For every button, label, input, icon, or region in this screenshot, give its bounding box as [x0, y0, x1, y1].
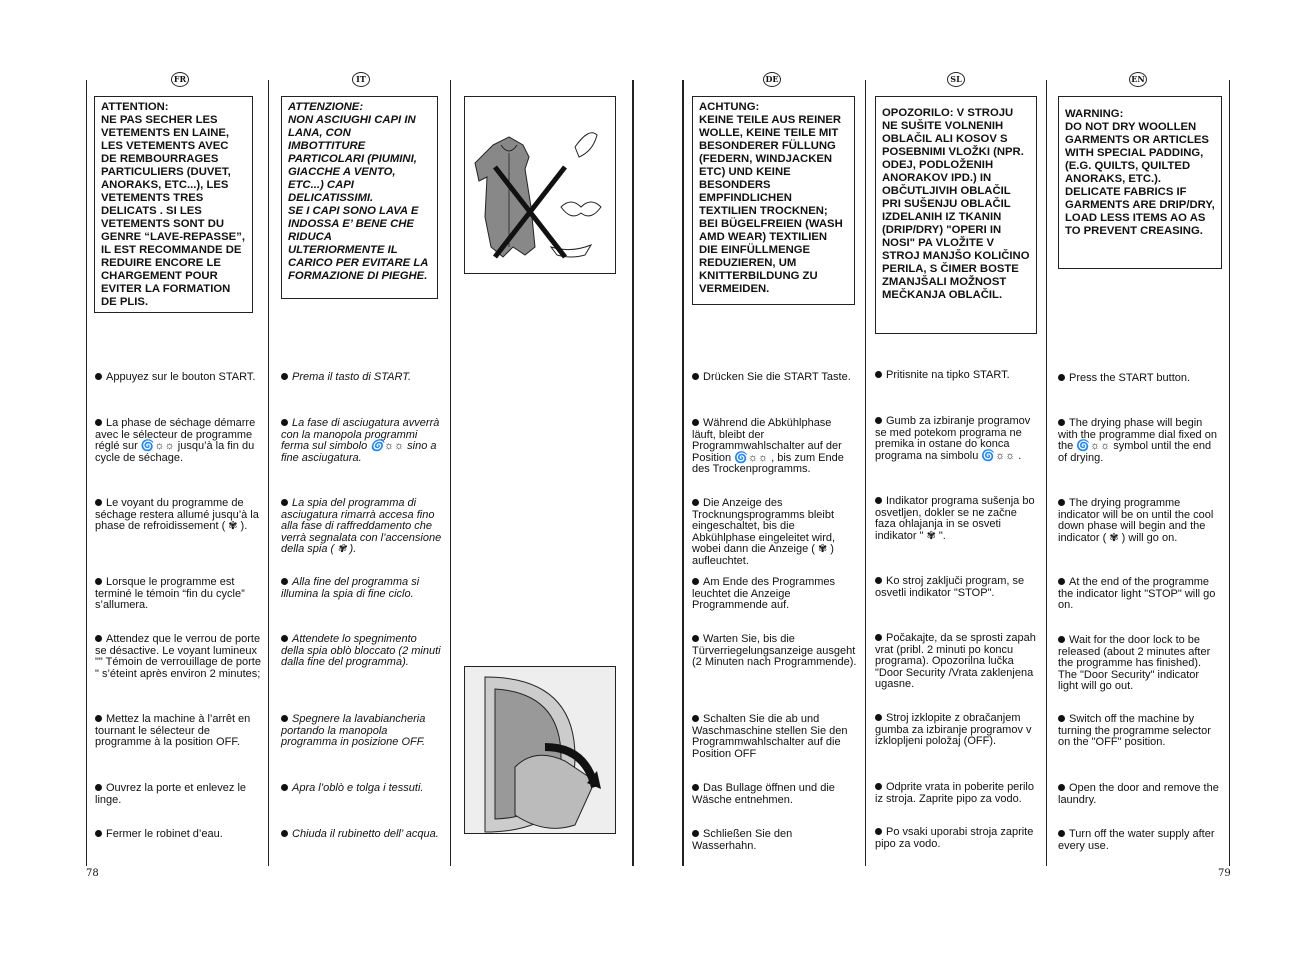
- column-rule: [1046, 80, 1047, 866]
- step-text: Le voyant du programme de séchage restera allumé jusqu’à la phase de refroidissement ( ✾ ).: [95, 497, 259, 533]
- bullet-icon: [1058, 578, 1065, 585]
- lang-flag-sl: SL: [947, 72, 965, 87]
- step-sl-2: [875, 416, 1039, 462]
- bullet-icon: [95, 499, 102, 506]
- step-text: La fase di asciugatura avverrà con la manopola programmi ferma sul simbolo 🌀☼☼ sino a fine asciugatura.: [281, 417, 440, 464]
- step-sl-3: [875, 496, 1039, 542]
- bullet-icon: [692, 373, 699, 380]
- step-text: The drying programme indicator will be on until the cool down phase will begin and the indicator ( ✾ ) will go on.: [1058, 497, 1214, 544]
- step-it-2: [281, 418, 443, 464]
- bullet-icon: [1058, 419, 1065, 426]
- bullet-icon: [692, 784, 699, 791]
- bullet-icon: [875, 417, 882, 424]
- step-text: Schalten Sie die ab und Waschmaschine stellen Sie den Programmwahlschalter auf die Position OFF: [692, 713, 848, 760]
- bullet-icon: [692, 419, 699, 426]
- step-it-3: [281, 498, 443, 556]
- bullet-icon: [281, 635, 288, 642]
- step-text: Gumb za izbiranje programov se med potekom programa ne premika in ostane do konca programa na simbolu 🌀☼☼ .: [875, 415, 1031, 462]
- bullet-icon: [692, 715, 699, 722]
- page-gutter-rule: [682, 80, 684, 866]
- warning-box-sl: [875, 96, 1037, 334]
- warning-text: OPOZORILO: V STROJU NE SUŠITE VOLNENIH OBLAČIL ALI KOSOV S POSEBNIMI VLOŽKI (NPR. ODEJ, PODLOŽENIH ANORAKOV IPD.) IN OBČUTLJIVIH OBLAČIL PRI SUŠENJU OBLAČIL IZDELANIH IZ TKANIN (DRIP/DRY) "OPERI IN NOSI" PA VLOŽITE V STROJ MANJŠO KOLIČINO PERILA, S ČIMER BOSTE ZMANJŠALI MOŽNOST MEČKANJA OBLAČIL.: [882, 107, 1030, 301]
- step-en-1: [1058, 373, 1222, 385]
- step-text: Das Bullage öffnen und die Wäsche entnehmen.: [692, 782, 835, 806]
- warning-box-de: [692, 96, 855, 305]
- step-text: Die Anzeige des Trocknungsprogramms bleibt eingeschaltet, bis die Abkühlphase eingeleitet wird, wobei dann die Anzeige ( ✾ ) aufleuchtet.: [692, 497, 836, 567]
- bullet-icon: [1058, 499, 1065, 506]
- step-text: Drücken Sie die START Taste.: [703, 371, 851, 383]
- step-fr-8: [95, 829, 261, 841]
- bullet-icon: [95, 635, 102, 642]
- bullet-icon: [95, 784, 102, 791]
- step-fr-2: [95, 418, 261, 464]
- step-text: La spia del programma di asciugatura rimarrà accesa fino alla fase di raffreddamento che verrà segnalata con l’accensione della spia ( ✾ ).: [281, 497, 442, 556]
- step-sl-6: [875, 713, 1039, 748]
- step-sl-5: [875, 633, 1039, 691]
- bullet-icon: [281, 419, 288, 426]
- bullet-icon: [692, 578, 699, 585]
- bullet-icon: [1058, 636, 1065, 643]
- bullet-icon: [1058, 715, 1065, 722]
- step-text: Pritisnite na tipko START.: [886, 369, 1010, 381]
- bullet-icon: [95, 830, 102, 837]
- step-it-1: [281, 372, 443, 384]
- step-text: Apra l’oblò e tolga i tessuti.: [292, 782, 424, 794]
- step-fr-6: [95, 714, 261, 749]
- bullet-icon: [692, 499, 699, 506]
- bullet-icon: [875, 634, 882, 641]
- step-text: Appuyez sur le bouton START.: [106, 371, 256, 383]
- column-rule: [268, 80, 269, 866]
- bullet-icon: [95, 419, 102, 426]
- step-text: Wait for the door lock to be released (about 2 minutes after the programme has finished). The "Door Security" indicator light will go out.: [1058, 634, 1211, 693]
- step-text: Warten Sie, bis die Türverriegelungsanzeige ausgeht (2 Minuten nach Programmende).: [692, 633, 857, 669]
- step-it-8: [281, 829, 443, 841]
- warning-text: WARNING: DO NOT DRY WOOLLEN GARMENTS OR ARTICLES WITH SPECIAL PADDING, (E.G. QUILTS, QUILTED ANORAKS, ETC.). DELICATE FABRICS IF GARMENTS ARE DRIP/DRY, LOAD LESS ITEMS AO AS TO PREVENT CREASING.: [1065, 108, 1215, 237]
- step-text: Attendez que le verrou de porte se désactive. Le voyant lumineux "" Témoin de verrouillage de porte " s’éteint après environ 2 minutes;: [95, 633, 261, 680]
- bullet-icon: [281, 715, 288, 722]
- warning-text: ACHTUNG: KEINE TEILE AUS REINER WOLLE, KEINE TEILE MIT BESONDERER FÜLLUNG (FEDERN, WINDJACKEN ETC) UND KEINE BESONDERS EMPFINDLICHEN TEXTILIEN TROCKNEN; BEI BÜGELFREIEN (WASH AMD WEAR) TEXTILIEN DIE EINFÜLLMENGE REDUZIEREN, UM KNITTERBILDUNG ZU VERMEIDEN.: [699, 101, 843, 295]
- machine-door-icon: [465, 667, 615, 833]
- step-de-1: [692, 372, 858, 384]
- bullet-icon: [95, 715, 102, 722]
- step-sl-7: [875, 782, 1039, 805]
- step-text: At the end of the programme the indicator light "STOP" will go on.: [1058, 576, 1216, 612]
- bullet-icon: [875, 577, 882, 584]
- bullet-icon: [1058, 784, 1065, 791]
- step-de-2: [692, 418, 858, 476]
- page-number-right: 79: [1218, 868, 1231, 879]
- step-en-7: [1058, 783, 1222, 806]
- step-text: Počakajte, da se sprosti zapah vrat (pribl. 2 minuti po koncu programa). Opozorilna lučka "Door Security /Vrata zaklenjena ugasne.: [875, 632, 1036, 691]
- warning-box-it: [281, 96, 438, 299]
- step-de-5: [692, 634, 858, 669]
- bullet-icon: [875, 783, 882, 790]
- step-text: Schließen Sie den Wasserhahn.: [692, 828, 793, 852]
- bullet-icon: [281, 784, 288, 791]
- step-de-3: [692, 498, 858, 568]
- step-de-7: [692, 783, 858, 806]
- lang-flag-en: EN: [1129, 72, 1147, 87]
- step-it-4: [281, 577, 443, 600]
- step-de-4: [692, 577, 858, 612]
- step-en-4: [1058, 577, 1222, 612]
- page-number-left: 78: [86, 868, 99, 879]
- bullet-icon: [875, 828, 882, 835]
- step-text: Während die Abkühlphase läuft, bleibt der Programmwahlschalter auf der Position 🌀☼☼ , bis zum Ende des Trockenprogramms.: [692, 417, 844, 476]
- garment-crossed-illustration: [464, 96, 616, 274]
- bullet-icon: [281, 373, 288, 380]
- step-text: Stroj izklopite z obračanjem gumba za izbiranje programov v izklopljeni položaj (OFF).: [875, 712, 1032, 748]
- step-text: Odprite vrata in poberite perilo iz stroja. Zaprite pipo za vodo.: [875, 781, 1034, 805]
- garment-crossed-icon: [465, 97, 615, 273]
- lang-flag-it: IT: [352, 72, 370, 87]
- lang-flag-de: DE: [763, 72, 781, 87]
- step-text: Ouvrez la porte et enlevez le linge.: [95, 782, 247, 806]
- step-text: Turn off the water supply after every use.: [1058, 828, 1215, 852]
- step-it-6: [281, 714, 443, 749]
- step-text: Alla fine del programma si illumina la spia di fine ciclo.: [281, 576, 420, 600]
- step-text: Switch off the machine by turning the programme selector on the "OFF" position.: [1058, 713, 1211, 749]
- warning-text: ATTENTION: NE PAS SECHER LES VETEMENTS EN LAINE, LES VETEMENTS AVEC DE REMBOURRAGES PARTICULIERS (DUVET, ANORAKS, ETC...), LES VETEMENTS TRES DELICATS . SI LES VETEMENTS SONT DU GENRE “LAVE-REPASSE”, IL EST RECOMMANDE DE REDUIRE ENCORE LE CHARGEMENT POUR EVITER LA FORMATION DE PLIS.: [101, 101, 245, 308]
- bullet-icon: [692, 635, 699, 642]
- step-sl-1: [875, 370, 1039, 382]
- step-text: Indikator programa sušenja bo osvetljen, dokler se ne začne faza ohlajanja in se osveti indikator " ✾ ".: [875, 495, 1035, 542]
- step-text: Ko stroj zaključi program, se osvetli indikator "STOP".: [875, 575, 1025, 599]
- step-de-8: [692, 829, 858, 852]
- step-fr-4: [95, 577, 261, 612]
- step-text: Chiuda il rubinetto dell’ acqua.: [292, 828, 439, 840]
- bullet-icon: [281, 578, 288, 585]
- step-text: Press the START button.: [1069, 372, 1191, 384]
- step-en-6: [1058, 714, 1222, 749]
- column-rule: [450, 80, 451, 866]
- step-text: La phase de séchage démarre avec le sélecteur de programme réglé sur 🌀☼☼ jusqu’à la fin du cycle de séchage.: [95, 417, 256, 464]
- lang-flag-fr: FR: [171, 72, 189, 87]
- step-fr-5: [95, 634, 261, 680]
- step-fr-7: [95, 783, 261, 806]
- bullet-icon: [875, 497, 882, 504]
- step-it-5: [281, 634, 443, 669]
- bullet-icon: [1058, 374, 1065, 381]
- step-text: Lorsque le programme est terminé le témoin “fin du cycle” s’allumera.: [95, 576, 245, 612]
- bullet-icon: [692, 830, 699, 837]
- machine-door-illustration: [464, 666, 616, 834]
- column-rule: [86, 80, 87, 866]
- bullet-icon: [875, 714, 882, 721]
- warning-box-en: [1058, 96, 1222, 269]
- step-de-6: [692, 714, 858, 760]
- step-fr-1: [95, 372, 261, 384]
- step-text: Fermer le robinet d’eau.: [106, 828, 223, 840]
- bullet-icon: [95, 373, 102, 380]
- step-text: Open the door and remove the laundry.: [1058, 782, 1219, 806]
- step-text: Mettez la machine à l’arrêt en tournant le sélecteur de programme à la position OFF.: [95, 713, 251, 749]
- bullet-icon: [875, 371, 882, 378]
- step-text: Spegnere la lavabiancheria portando la manopola programma in posizione OFF.: [281, 713, 426, 749]
- step-text: Prema il tasto di START.: [292, 371, 412, 383]
- column-rule: [1229, 80, 1230, 866]
- step-fr-3: [95, 498, 261, 533]
- step-text: Attendete lo spegnimento della spia oblò bloccato (2 minuti dalla fine del programma).: [281, 633, 441, 669]
- bullet-icon: [1058, 830, 1065, 837]
- column-rule: [865, 80, 866, 866]
- step-sl-4: [875, 576, 1039, 599]
- step-text: The drying phase will begin with the programme dial fixed on the 🌀☼☼ symbol until the end of drying.: [1058, 417, 1217, 464]
- page-gutter-rule: [632, 80, 634, 866]
- warning-text: ATTENZIONE: NON ASCIUGHI CAPI IN LANA, CON IMBOTTITURE PARTICOLARI (PIUMINI, GIACCHE A VENTO, ETC...) CAPI DELICATISSIMI. SE I CAPI SONO LAVA E INDOSSA E’ BENE CHE RIDUCA ULTERIORMENTE IL CARICO PER EVITARE LA FORMAZIONE DI PIEGHE.: [288, 101, 428, 282]
- step-en-2: [1058, 418, 1222, 464]
- step-text: Am Ende des Programmes leuchtet die Anzeige Programmende auf.: [692, 576, 836, 612]
- step-en-5: [1058, 635, 1222, 693]
- step-it-7: [281, 783, 443, 795]
- step-en-3: [1058, 498, 1222, 544]
- bullet-icon: [281, 499, 288, 506]
- step-text: Po vsaki uporabi stroja zaprite pipo za vodo.: [875, 826, 1034, 850]
- bullet-icon: [281, 830, 288, 837]
- warning-box-fr: [94, 96, 253, 313]
- bullet-icon: [95, 578, 102, 585]
- step-en-8: [1058, 829, 1222, 852]
- step-sl-8: [875, 827, 1039, 850]
